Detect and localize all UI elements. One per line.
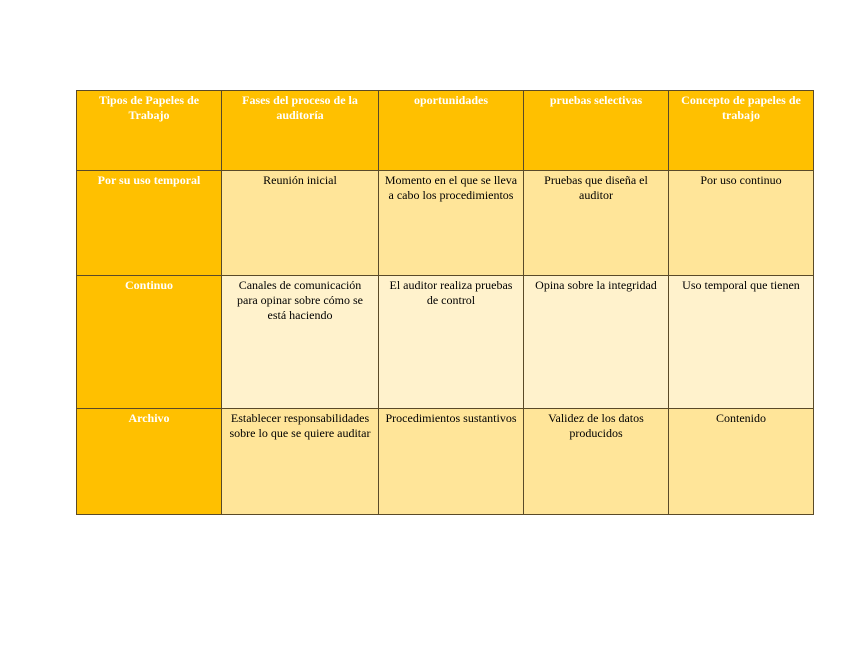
- table-cell: Reunión inicial: [222, 171, 379, 276]
- table-cell: Uso temporal que tienen: [669, 276, 814, 409]
- table-row: [77, 409, 814, 515]
- papeles-trabajo-table: [76, 90, 814, 515]
- row-label: Archivo: [77, 409, 222, 515]
- table-cell: Establecer responsabilidades sobre lo que se quiere auditar: [222, 409, 379, 515]
- table-header-row: [77, 91, 814, 171]
- table-cell: Momento en el que se lleva a cabo los procedimientos: [379, 171, 524, 276]
- row-label: Continuo: [77, 276, 222, 409]
- table-cell: Por uso continuo: [669, 171, 814, 276]
- table-cell: Contenido: [669, 409, 814, 515]
- header-cell-concepto: Concepto de papeles de trabajo: [669, 91, 814, 171]
- table-row: [77, 276, 814, 409]
- table-cell: Opina sobre la integridad: [524, 276, 669, 409]
- row-label: Por su uso temporal: [77, 171, 222, 276]
- table-cell: Canales de comunicación para opinar sobre cómo se está haciendo: [222, 276, 379, 409]
- header-cell-tipos: Tipos de Papeles de Trabajo: [77, 91, 222, 171]
- header-cell-fases: Fases del proceso de la auditoría: [222, 91, 379, 171]
- header-cell-pruebas: pruebas selectivas: [524, 91, 669, 171]
- table-cell: Pruebas que diseña el auditor: [524, 171, 669, 276]
- table-cell: Validez de los datos producidos: [524, 409, 669, 515]
- table-row: [77, 171, 814, 276]
- header-cell-oportunidades: oportunidades: [379, 91, 524, 171]
- table-cell: El auditor realiza pruebas de control: [379, 276, 524, 409]
- table-cell: Procedimientos sustantivos: [379, 409, 524, 515]
